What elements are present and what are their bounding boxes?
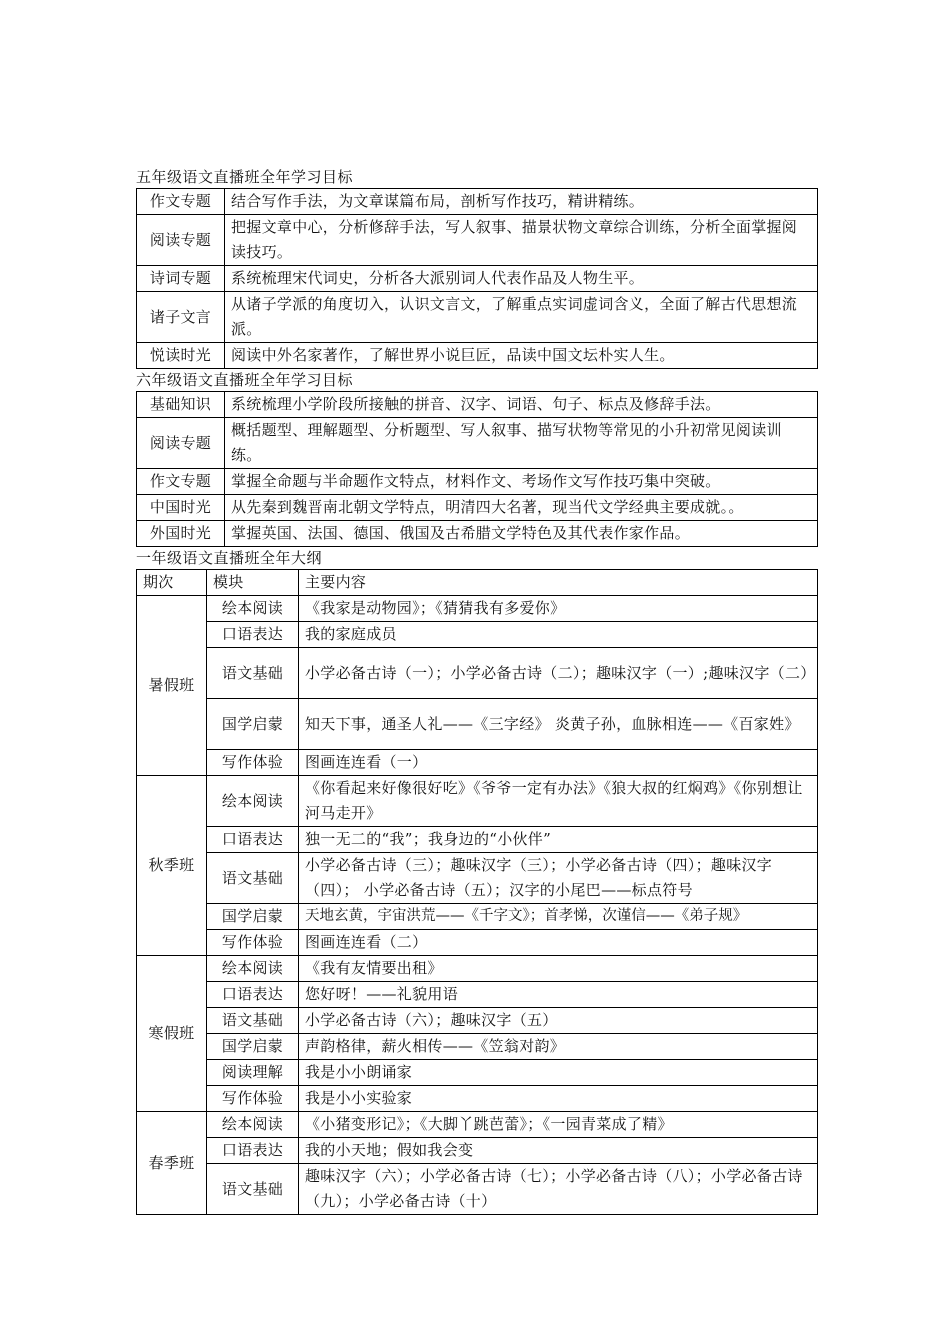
module-name: 口语表达: [207, 827, 299, 853]
table-row: [137, 215, 818, 266]
table-row: [137, 469, 818, 495]
module-content: 《小猪变形记》；《大脚丫跳芭蕾》；《一园青菜成了精》: [299, 1112, 818, 1138]
module-name: 绘本阅读: [207, 596, 299, 622]
module-name: 语文基础: [207, 853, 299, 904]
module-name: 绘本阅读: [207, 956, 299, 982]
goal-text: 阅读中外名家著作，了解世界小说巨匠，品读中国文坛朴实人生。: [225, 343, 818, 369]
goal-label: 中国时光: [137, 495, 225, 521]
goal-text: 概括题型、理解题型、分析题型、写人叙事、描写状物等常见的小升初常见阅读训练。: [225, 418, 818, 469]
term-name: 暑假班: [137, 596, 207, 776]
module-content: 小学必备古诗（一）；小学必备古诗（二）；趣味汉字（一）;趣味汉字（二）: [299, 648, 818, 699]
module-content: 我是小小朗诵家: [299, 1060, 818, 1086]
goal-label: 基础知识: [137, 392, 225, 418]
module-name: 写作体验: [207, 930, 299, 956]
module-name: 写作体验: [207, 750, 299, 776]
module-content: 我是小小实验家: [299, 1086, 818, 1112]
module-content: 《我有友情要出租》: [299, 956, 818, 982]
grade1-title: 一年级语文直播班全年大纲: [136, 549, 323, 567]
table-row: [137, 418, 818, 469]
goal-text: 把握文章中心，分析修辞手法，写人叙事、描景状物文章综合训练，分析全面掌握阅读技巧。: [225, 215, 818, 266]
table-row: [137, 827, 818, 853]
module-content: 独一无二的“我”；我身边的“小伙伴”: [299, 827, 818, 853]
table-row: [137, 343, 818, 369]
table-row: [137, 495, 818, 521]
header-module: 模块: [207, 570, 299, 596]
table-row: [137, 292, 818, 343]
table-row: [137, 596, 818, 622]
header-content: 主要内容: [299, 570, 818, 596]
goal-label: 诗词专题: [137, 266, 225, 292]
table-row: [137, 1164, 818, 1215]
module-content: 我的小天地；假如我会变: [299, 1138, 818, 1164]
grade6-title: 六年级语文直播班全年学习目标: [136, 371, 354, 389]
table-header-row: [137, 570, 818, 596]
module-name: 国学启蒙: [207, 699, 299, 750]
document-page: [136, 166, 817, 1215]
table-row: [137, 699, 818, 750]
module-name: 国学启蒙: [207, 1034, 299, 1060]
goal-label: 悦读时光: [137, 343, 225, 369]
goal-label: 阅读专题: [137, 418, 225, 469]
goal-text: 从诸子学派的角度切入，认识文言文，了解重点实词虚词含义，全面了解古代思想流派。: [225, 292, 818, 343]
table-row: [137, 1112, 818, 1138]
module-content: 您好呀！——礼貌用语: [299, 982, 818, 1008]
term-name: 秋季班: [137, 776, 207, 956]
module-content: 《你看起来好像很好吃》《爷爷一定有办法》《狼大叔的红焖鸡》《你别想让河马走开》: [299, 776, 818, 827]
table-row: [137, 853, 818, 904]
goal-label: 作文专题: [137, 189, 225, 215]
table-row: [137, 750, 818, 776]
table-row: [137, 521, 818, 547]
module-content: 图画连连看（一）: [299, 750, 818, 776]
goal-text: 从先秦到魏晋南北朝文学特点，明清四大名著，现当代文学经典主要成就。。: [225, 495, 818, 521]
table-row: [137, 266, 818, 292]
table-row: [137, 648, 818, 699]
table-row: [137, 1086, 818, 1112]
goal-label: 作文专题: [137, 469, 225, 495]
grade5-title: 五年级语文直播班全年学习目标: [136, 168, 354, 186]
goal-text: 结合写作手法，为文章谋篇布局，剖析写作技巧，精讲精练。: [225, 189, 818, 215]
module-content: 图画连连看（二）: [299, 930, 818, 956]
module-name: 口语表达: [207, 1138, 299, 1164]
grade6-goals-table: [136, 391, 818, 547]
term-name: 寒假班: [137, 956, 207, 1112]
module-content: 声韵格律，薪火相传——《笠翁对韵》: [299, 1034, 818, 1060]
table-row: [137, 982, 818, 1008]
goal-text: 系统梳理小学阶段所接触的拼音、汉字、词语、句子、标点及修辞手法。: [225, 392, 818, 418]
module-content: 小学必备古诗（三）；趣味汉字（三）；小学必备古诗（四）；趣味汉字（四）； 小学必备古诗（五）；汉字的小尾巴——标点符号: [299, 853, 818, 904]
table-row: [137, 189, 818, 215]
table-row: [137, 930, 818, 956]
table-row: [137, 904, 818, 930]
module-name: 口语表达: [207, 982, 299, 1008]
goal-label: 外国时光: [137, 521, 225, 547]
module-name: 绘本阅读: [207, 776, 299, 827]
module-name: 写作体验: [207, 1086, 299, 1112]
grade5-goals-table: [136, 188, 818, 369]
module-name: 语文基础: [207, 1008, 299, 1034]
module-name: 阅读理解: [207, 1060, 299, 1086]
goal-text: 掌握全命题与半命题作文特点，材料作文、考场作文写作技巧集中突破。: [225, 469, 818, 495]
goal-text: 系统梳理宋代词史，分析各大派别词人代表作品及人物生平。: [225, 266, 818, 292]
table-row: [137, 1060, 818, 1086]
header-term: 期次: [137, 570, 207, 596]
table-row: [137, 622, 818, 648]
table-row: [137, 956, 818, 982]
module-content: 我的家庭成员: [299, 622, 818, 648]
module-name: 语文基础: [207, 1164, 299, 1215]
table-row: [137, 1034, 818, 1060]
table-row: [137, 1008, 818, 1034]
term-name: 春季班: [137, 1112, 207, 1215]
module-name: 国学启蒙: [207, 904, 299, 930]
module-name: 绘本阅读: [207, 1112, 299, 1138]
module-content: 天地玄黄，宇宙洪荒——《千字文》；首孝悌，次谨信——《弟子规》: [299, 904, 818, 930]
module-content: 趣味汉字（六）；小学必备古诗（七）；小学必备古诗（八）；小学必备古诗（九）；小学必备古诗（十）: [299, 1164, 818, 1215]
module-content: 小学必备古诗（六）；趣味汉字（五）: [299, 1008, 818, 1034]
module-name: 语文基础: [207, 648, 299, 699]
module-content: 知天下事，通圣人礼——《三字经》 炎黄子孙，血脉相连——《百家姓》: [299, 699, 818, 750]
goal-text: 掌握英国、法国、德国、俄国及古希腊文学特色及其代表作家作品。: [225, 521, 818, 547]
module-content: 《我家是动物园》；《猜猜我有多爱你》: [299, 596, 818, 622]
goal-label: 诸子文言: [137, 292, 225, 343]
grade1-outline-table: [136, 569, 818, 1215]
table-row: [137, 392, 818, 418]
table-row: [137, 776, 818, 827]
goal-label: 阅读专题: [137, 215, 225, 266]
table-row: [137, 1138, 818, 1164]
module-name: 口语表达: [207, 622, 299, 648]
